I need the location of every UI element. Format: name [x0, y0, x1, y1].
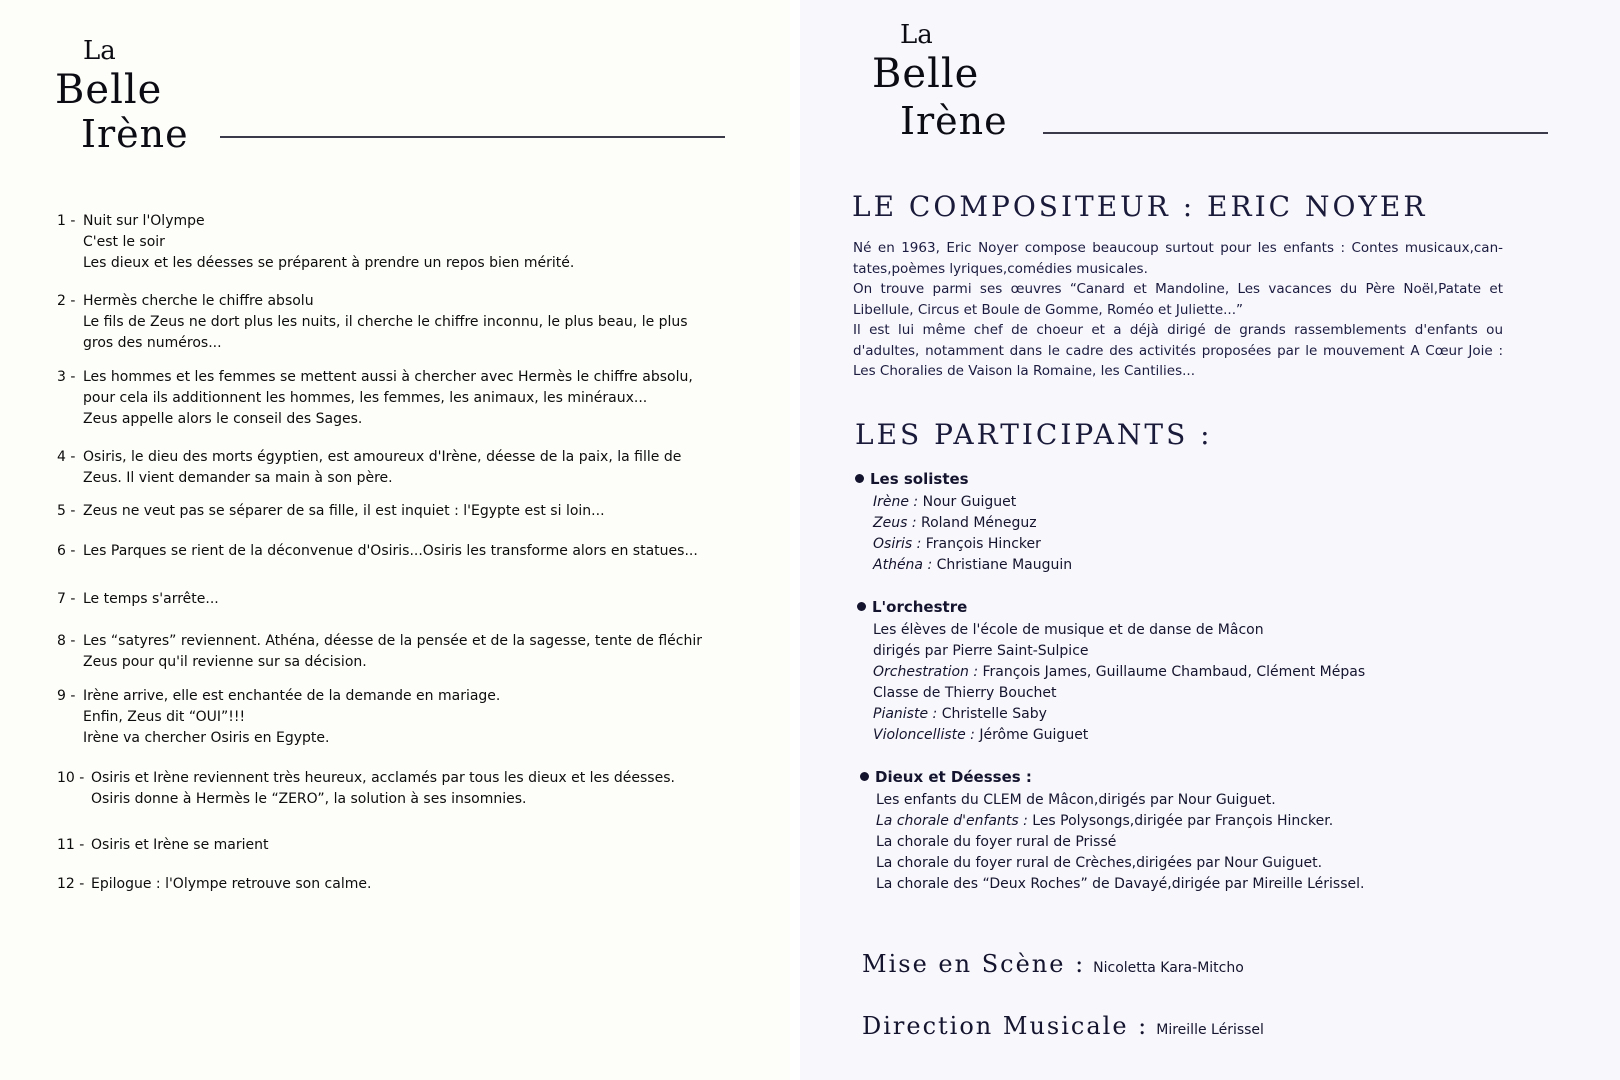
role-label: Osiris :	[873, 536, 922, 552]
dieux-line	[876, 832, 1364, 853]
person-name: Christiane Mauguin	[936, 557, 1073, 573]
bullet-icon	[860, 772, 869, 781]
dieux-line	[876, 811, 1364, 832]
synopsis-line: Osiris et Irène se marient	[91, 837, 269, 853]
composer-line: Il est lui même chef de choeur et a déjà dirigé de grands rassemblements d'enfants ou	[853, 322, 1503, 338]
person-name: François Hincker	[925, 536, 1041, 552]
synopsis-number: 11 -	[57, 837, 85, 853]
synopsis-item	[57, 589, 727, 610]
mise-en-scene-value: Nicoletta Kara-Mitcho	[1093, 960, 1244, 976]
synopsis-line: Irène va chercher Osiris en Egypte.	[83, 730, 330, 746]
composer-line: tates,poèmes lyriques,comédies musicales.	[853, 260, 1148, 277]
solistes-list	[873, 492, 1072, 576]
composer-line: On trouve parmi ses œuvres “Canard et Mandoline, Les vacances du Père Noël,Patate et	[853, 281, 1503, 297]
solistes-line	[873, 555, 1072, 576]
synopsis-line: Le temps s'arrête...	[83, 591, 219, 607]
dieux-heading-label: Dieux et Déesses :	[875, 768, 1032, 786]
synopsis-item	[57, 686, 727, 749]
synopsis-item	[57, 367, 727, 430]
composer-line: Né en 1963, Eric Noyer compose beaucoup surtout pour les enfants : Contes musicaux,can-	[853, 240, 1503, 256]
la-belle-irene-logo	[55, 30, 195, 160]
synopsis-item	[57, 874, 727, 895]
synopsis-number: 5 -	[57, 503, 76, 519]
bullet-icon	[855, 474, 864, 483]
logo-la: La	[83, 36, 116, 66]
header-rule	[220, 136, 725, 138]
dieux-line	[876, 874, 1364, 895]
synopsis-line: Zeus. Il vient demander sa main à son père.	[83, 470, 393, 486]
solistes-heading-label: Les solistes	[870, 470, 969, 488]
orchestre-line	[873, 725, 1365, 746]
bullet-icon	[857, 602, 866, 611]
dieux-line	[876, 853, 1364, 874]
orchestre-line	[873, 704, 1365, 725]
synopsis-item	[57, 501, 727, 522]
synopsis-line: Les dieux et les déesses se préparent à prendre un repos bien mérité.	[83, 255, 575, 271]
person-name: dirigés par Pierre Saint-Sulpice	[873, 643, 1089, 659]
synopsis-line: pour cela ils additionnent les hommes, les femmes, les animaux, les minéraux...	[83, 390, 648, 406]
synopsis-number: 8 -	[57, 633, 76, 649]
synopsis-line: Le fils de Zeus ne dort plus les nuits, il cherche le chiffre inconnu, le plus beau, le plus	[83, 314, 688, 330]
synopsis-number: 1 -	[57, 213, 76, 229]
person-name: François James, Guillaume Chambaud, Clément Mépas	[982, 664, 1366, 680]
participants-title: LES PARTICIPANTS :	[855, 418, 1213, 451]
logo-la: La	[900, 20, 933, 50]
solistes-line	[873, 534, 1072, 555]
direction-musicale-label: Direction Musicale :	[862, 1012, 1149, 1040]
orchestre-line	[873, 662, 1365, 683]
synopsis-item	[57, 211, 727, 274]
synopsis-number: 3 -	[57, 369, 76, 385]
synopsis-number: 10 -	[57, 770, 85, 786]
role-label: Orchestration :	[873, 664, 979, 680]
synopsis-line: Zeus appelle alors le conseil des Sages.	[83, 411, 363, 427]
role-label: Athéna :	[873, 557, 933, 573]
orchestre-list	[873, 620, 1365, 746]
synopsis-line: Osiris et Irène reviennent très heureux, acclamés par tous les dieux et les déesses.	[91, 770, 675, 786]
synopsis-item	[57, 447, 727, 489]
orchestre-line	[873, 620, 1365, 641]
direction-musicale-credit	[862, 1012, 1264, 1040]
synopsis-line: Hermès cherche le chiffre absolu	[83, 293, 314, 309]
dieux-list	[876, 790, 1364, 895]
role-label: Violoncelliste :	[873, 727, 975, 743]
person-name: La chorale du foyer rural de Crèches,dirigées par Nour Guiguet.	[876, 855, 1323, 871]
composer-line: d'adultes, notamment dans le cadre des activités proposées par le mouvement A Cœur Joie :	[853, 342, 1503, 359]
role-label: Pianiste :	[873, 706, 938, 722]
header-rule	[1043, 132, 1548, 134]
logo-belle: Belle	[872, 51, 980, 97]
orchestre-line	[873, 683, 1365, 704]
synopsis-item	[57, 768, 727, 810]
synopsis-item	[57, 541, 727, 562]
synopsis-item	[57, 631, 727, 673]
solistes-line	[873, 513, 1072, 534]
synopsis-line: C'est le soir	[83, 234, 165, 250]
synopsis-number: 4 -	[57, 449, 76, 465]
synopsis-number: 7 -	[57, 591, 76, 607]
orchestre-heading	[857, 598, 967, 616]
left-page	[0, 0, 790, 1080]
role-label: La chorale d'enfants :	[876, 813, 1028, 829]
synopsis-line: Enfin, Zeus dit “OUI”!!!	[83, 709, 246, 725]
synopsis-line: Osiris donne à Hermès le “ZERO”, la solution à ses insomnies.	[91, 791, 527, 807]
dieux-line	[876, 790, 1364, 811]
synopsis-line: Zeus pour qu'il revienne sur sa décision.	[83, 654, 367, 670]
orchestre-line	[873, 641, 1365, 662]
composer-paragraph	[853, 238, 1503, 382]
synopsis-item	[57, 835, 727, 856]
person-name: Les élèves de l'école de musique et de danse de Mâcon	[873, 622, 1264, 638]
synopsis-line: gros des numéros...	[83, 335, 222, 351]
synopsis-line: Les hommes et les femmes se mettent aussi à chercher avec Hermès le chiffre absolu,	[83, 369, 693, 385]
composer-title: LE COMPOSITEUR : ERIC NOYER	[852, 190, 1428, 223]
person-name: La chorale des “Deux Roches” de Davayé,dirigée par Mireille Lérissel.	[876, 876, 1365, 892]
role-label: Zeus :	[873, 515, 917, 531]
synopsis-item	[57, 291, 727, 354]
person-name: Roland Méneguz	[921, 515, 1037, 531]
composer-line: Libellule, Circus et Boule de Gomme, Roméo et Juliette...”	[853, 301, 1244, 318]
right-page	[800, 0, 1620, 1080]
solistes-heading	[855, 470, 969, 488]
person-name: Les Polysongs,dirigée par François Hincker.	[1032, 813, 1334, 829]
person-name: Jérôme Guiguet	[979, 727, 1089, 743]
logo-irene: Irène	[81, 112, 189, 156]
synopsis-line: Zeus ne veut pas se séparer de sa fille, il est inquiet : l'Egypte est si loin...	[83, 503, 605, 519]
solistes-line	[873, 492, 1072, 513]
synopsis-line: Epilogue : l'Olympe retrouve son calme.	[91, 876, 372, 892]
synopsis-number: 9 -	[57, 688, 76, 704]
logo-irene: Irène	[900, 99, 1008, 143]
logo-belle: Belle	[55, 67, 163, 113]
mise-en-scene-label: Mise en Scène :	[862, 950, 1086, 978]
synopsis-number: 2 -	[57, 293, 76, 309]
direction-musicale-value: Mireille Lérissel	[1156, 1022, 1264, 1038]
synopsis-line: Irène arrive, elle est enchantée de la demande en mariage.	[83, 688, 501, 704]
synopsis-line: Osiris, le dieu des morts égyptien, est amoureux d'Irène, déesse de la paix, la fille de	[83, 449, 682, 465]
synopsis-number: 12 -	[57, 876, 85, 892]
person-name: Christelle Saby	[941, 706, 1047, 722]
person-name: Nour Guiguet	[922, 494, 1017, 510]
synopsis-line: Nuit sur l'Olympe	[83, 213, 205, 229]
la-belle-irene-logo	[872, 22, 1012, 142]
person-name: Classe de Thierry Bouchet	[873, 685, 1057, 701]
dieux-heading	[860, 768, 1032, 786]
person-name: La chorale du foyer rural de Prissé	[876, 834, 1117, 850]
person-name: Les enfants du CLEM de Mâcon,dirigés par Nour Guiguet.	[876, 792, 1276, 808]
mise-en-scene-credit	[862, 950, 1244, 978]
synopsis-line: Les “satyres” reviennent. Athéna, déesse de la pensée et de la sagesse, tente de fléchir	[83, 633, 703, 649]
role-label: Irène :	[873, 494, 919, 510]
synopsis-number: 6 -	[57, 543, 76, 559]
orchestre-heading-label: L'orchestre	[872, 598, 968, 616]
composer-line: Les Choralies de Vaison la Romaine, les Cantilies...	[853, 363, 1195, 379]
synopsis-line: Les Parques se rient de la déconvenue d'Osiris...Osiris les transforme alors en statues...	[83, 543, 698, 559]
